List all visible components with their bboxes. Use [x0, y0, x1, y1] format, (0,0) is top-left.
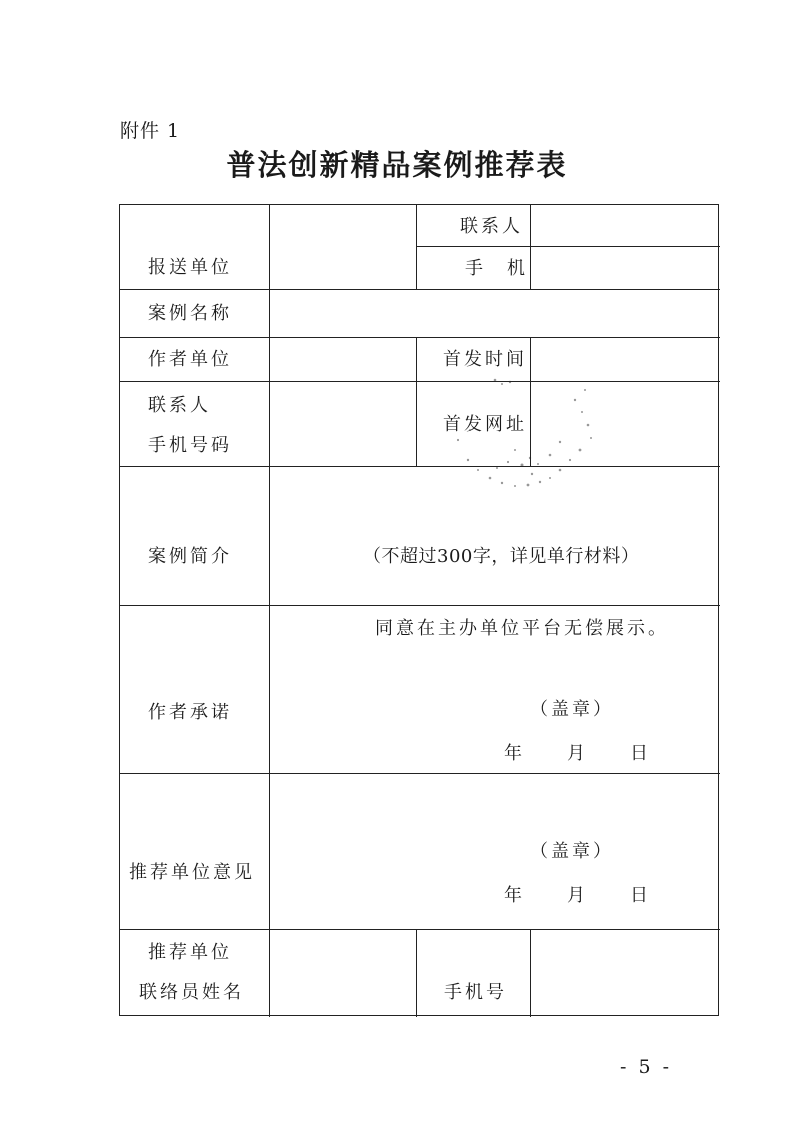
phone-label: 手 机 [465, 258, 528, 279]
case-name-label: 案例名称 [148, 303, 232, 324]
first-publish-url-label: 首发网址 [443, 414, 527, 435]
liaison-phone-label: 手机号 [444, 982, 507, 1003]
liaison-label-2: 联络员姓名 [139, 982, 244, 1003]
recommend-opinion-label: 推荐单位意见 [129, 862, 255, 883]
liaison-label-1: 推荐单位 [148, 942, 232, 963]
seal-label-1: （盖章） [530, 699, 614, 720]
first-publish-time-label: 首发时间 [443, 349, 527, 370]
author-unit-label: 作者单位 [148, 349, 232, 370]
attachment-label: 附件 1 [120, 120, 181, 142]
submit-unit-label: 报送单位 [148, 257, 232, 278]
date-line-2: 年 月 日 [504, 885, 651, 906]
page-number: - 5 - [620, 1056, 673, 1078]
case-intro-label: 案例简介 [148, 546, 232, 567]
contact-person-label: 联系人 [148, 395, 211, 416]
author-pledge-text: 同意在主办单位平台无偿展示。 [375, 618, 669, 639]
author-pledge-label: 作者承诺 [148, 702, 232, 723]
seal-label-2: （盖章） [530, 841, 614, 862]
mobile-number-label: 手机号码 [148, 435, 232, 456]
date-line-1: 年 月 日 [504, 743, 651, 764]
case-intro-note: （不超过300字，详见单行材料） [363, 546, 640, 567]
recommendation-form-table [119, 204, 719, 1016]
contact-label: 联系人 [460, 216, 523, 237]
form-title: 普法创新精品案例推荐表 [226, 148, 568, 182]
